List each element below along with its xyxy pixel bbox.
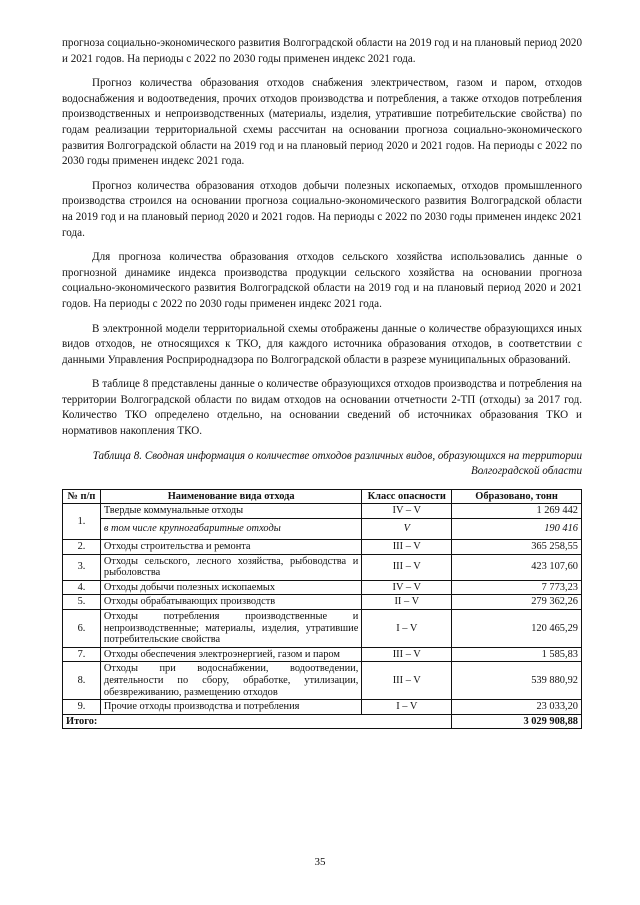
table-row — [63, 554, 582, 580]
total-value: 3 029 908,88 — [452, 714, 582, 729]
row-name: Отходы обеспечения электроэнергией, газом и паром — [100, 647, 361, 662]
row-name: Отходы при водоснабжении, водоотведении, деятельности по сбору, обработке, утилизации, обезвреживанию, размещению отходов — [100, 662, 361, 700]
row-num: 9. — [63, 700, 101, 715]
row-num: 7. — [63, 647, 101, 662]
row-name: Отходы сельского, лесного хозяйства, рыбоводства и рыболовства — [100, 554, 361, 580]
row-amount: 279 362,26 — [452, 595, 582, 610]
row-amount: 7 773,23 — [452, 580, 582, 595]
row-num: 2. — [63, 540, 101, 555]
row-num: 4. — [63, 580, 101, 595]
row-name: Отходы добычи полезных ископаемых — [100, 580, 361, 595]
paragraph-1: прогноза социально-экономического развития Волгоградской области на 2019 год и на плановый период 2020 и 2021 годов. На периоды с 2022 по 2030 годы применен индекс 2021 года. — [62, 37, 583, 65]
row-num: 1. — [63, 504, 101, 540]
row-num: 6. — [63, 610, 101, 648]
paragraph-6: В таблице 8 представлены данные о количестве образующихся отходов производства и потребления на территории Волгоградской области по видам отходов на основании отчетности 2-ТП (отходы) за 2017 год. Количество ТКО определено отдельно, на основании сведений об источниках образования ТКО и нормативов накопления ТКО. — [62, 378, 582, 438]
row-amount: 1 585,83 — [452, 647, 582, 662]
row-num: 8. — [63, 662, 101, 700]
row-class: III – V — [362, 540, 452, 555]
table-header-row — [63, 489, 582, 504]
row-class: III – V — [362, 554, 452, 580]
table-row — [63, 504, 582, 519]
header-num: № п/п — [63, 489, 101, 504]
table-row — [63, 580, 582, 595]
row-amount: 423 107,60 — [452, 554, 582, 580]
row-class: V — [362, 519, 452, 540]
row-class: III – V — [362, 662, 452, 700]
row-class: II – V — [362, 595, 452, 610]
row-name: Прочие отходы производства и потребления — [100, 700, 361, 715]
row-class: I – V — [362, 700, 452, 715]
row-class: III – V — [362, 647, 452, 662]
row-name: Отходы строительства и ремонта — [100, 540, 361, 555]
row-amount: 23 033,20 — [452, 700, 582, 715]
row-name: Твердые коммунальные отходы — [100, 504, 361, 519]
row-amount: 1 269 442 — [452, 504, 582, 519]
table-total-row — [63, 714, 582, 729]
table-row — [63, 700, 582, 715]
row-class: I – V — [362, 610, 452, 648]
total-label: Итого: — [63, 714, 452, 729]
row-name: Отходы потребления производственные и непроизводственные; материалы, изделия, утратившие потребительские свойства — [100, 610, 361, 648]
header-class: Класс опасности — [362, 489, 452, 504]
row-amount: 365 258,55 — [452, 540, 582, 555]
row-amount: 190 416 — [452, 519, 582, 540]
row-class: IV – V — [362, 580, 452, 595]
header-amount: Образовано, тонн — [452, 489, 582, 504]
paragraph-3: Прогноз количества образования отходов добычи полезных ископаемых, отходов промышленного производства строился на основании прогноза социально-экономического развития Волгоградской области на 2019 год и на плановый период 2020 и 2021 годов. На периоды с 2022 по 2030 годы применен индекс 2021 года. — [62, 179, 582, 239]
row-name: в том числе крупногабаритные отходы — [100, 519, 361, 540]
table-caption: Таблица 8. Сводная информация о количестве отходов различных видов, образующихся на территории Волгоградской области — [92, 449, 582, 478]
table-row — [63, 519, 582, 540]
paragraph-4: Для прогноза количества образования отходов сельского хозяйства использовались данные о прогнозной динамике индекса производства продукции сельского хозяйства на основании прогноза социально-экономического развития Волгоградской области на 2019 год и на плановый период 2020 и 2021 годов. На периоды с 2022 по 2030 годы применен индекс 2021 года. — [62, 251, 582, 310]
row-class: IV – V — [362, 504, 452, 519]
page-number: 35 — [314, 856, 326, 868]
paragraph-2: Прогноз количества образования отходов снабжения электричеством, газом и паром, отходов водоснабжения и водоотведения, прочих отходов производства и потребления, а также отходов потребления производственных и непроизводственных (материалы, изделия, утратившие потребительские свойства) по годам реализации территориальной схемы рассчитан на основании прогноза социально-экономического развития Волгоградской области на 2019 год и на плановый период 2020 и 2021 годов. На периоды с 2022 по 2030 годы применен индекс 2021 года. — [62, 77, 582, 168]
row-amount: 120 465,29 — [452, 610, 582, 648]
row-num: 3. — [63, 554, 101, 580]
row-num: 5. — [63, 595, 101, 610]
table-row — [63, 540, 582, 555]
waste-summary-table — [62, 489, 582, 730]
table-row — [63, 610, 582, 648]
table-row — [63, 595, 582, 610]
paragraph-5: В электронной модели территориальной схемы отображены данные о количестве образующихся иных видов отходов, не относящихся к ТКО, для каждого источника образования отходов, в соответствии с данными Управления Росприроднадзора по Волгоградской области в разрезе муниципальных образований. — [62, 322, 582, 366]
row-amount: 539 880,92 — [452, 662, 582, 700]
header-name: Наименование вида отхода — [100, 489, 361, 504]
table-row — [63, 647, 582, 662]
table-row — [63, 662, 582, 700]
row-name: Отходы обрабатывающих производств — [100, 595, 361, 610]
document-page — [62, 36, 582, 729]
